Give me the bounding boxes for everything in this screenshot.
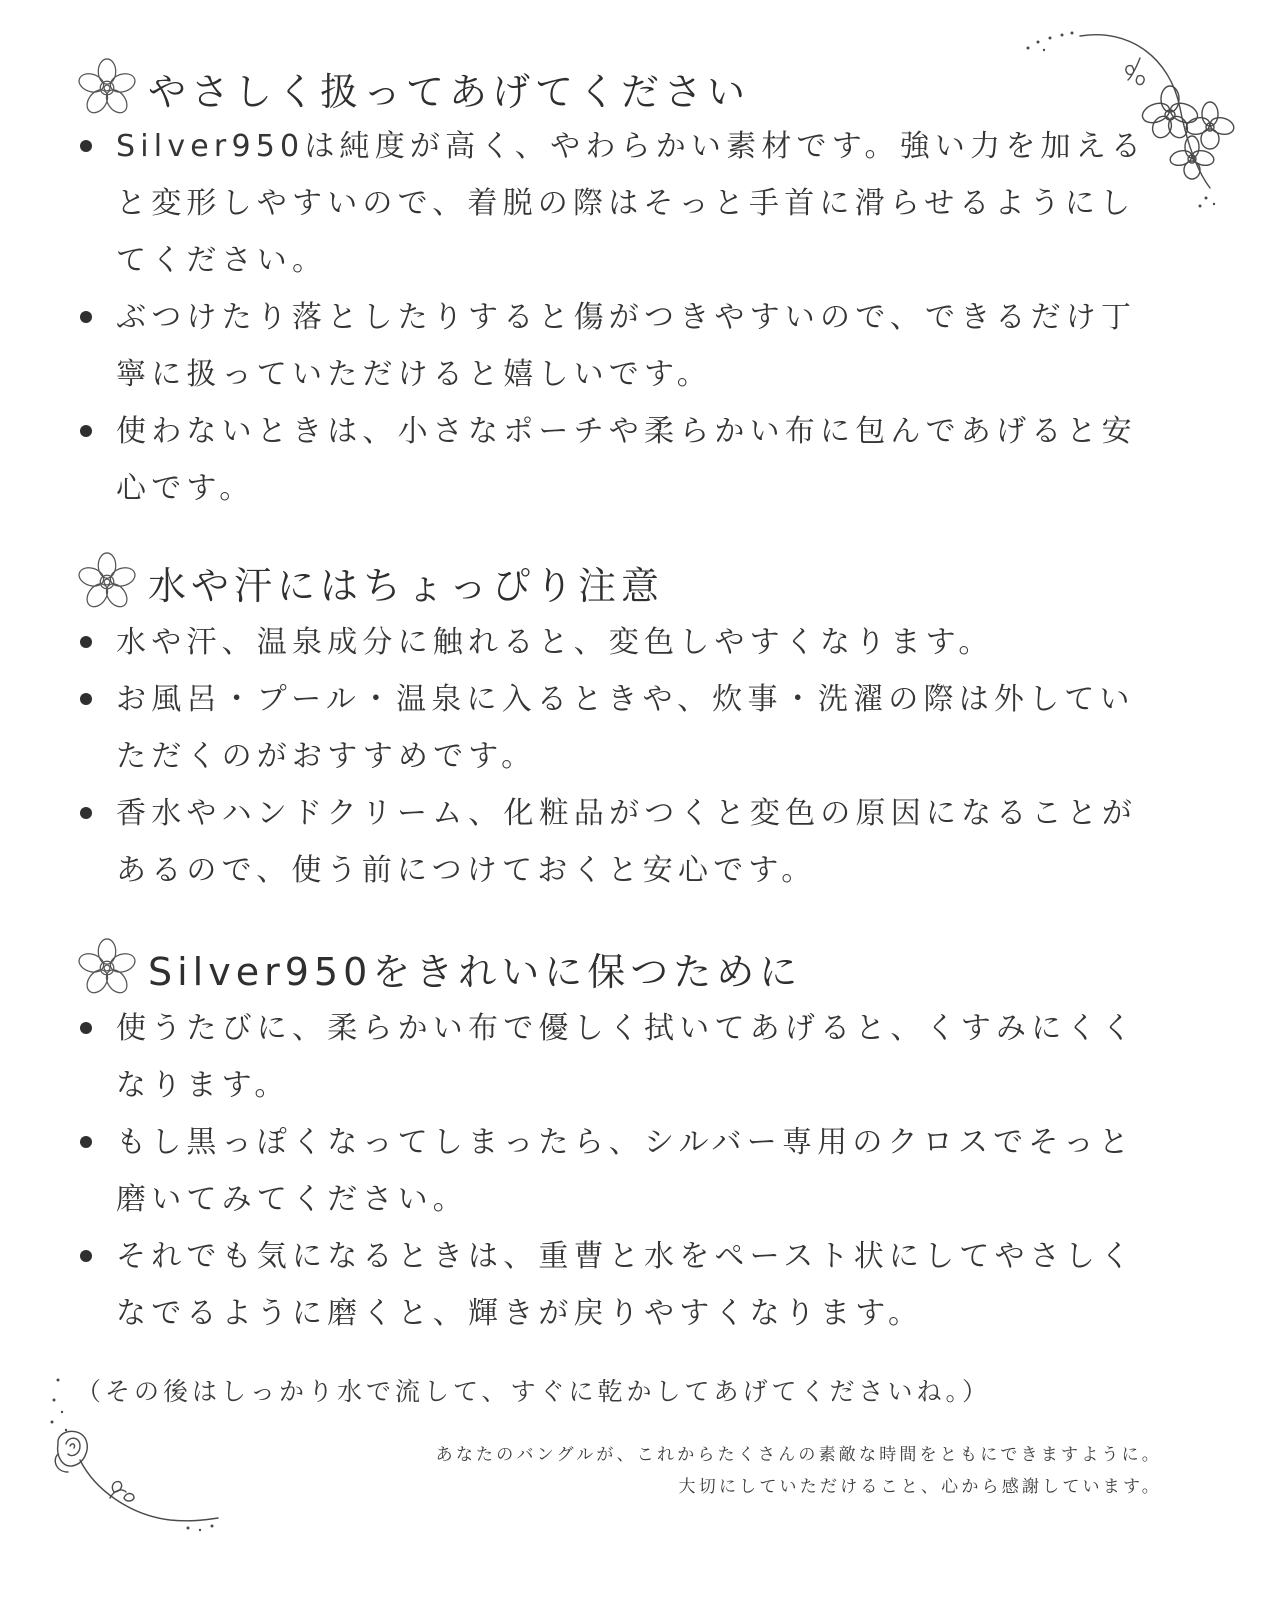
section-title: やさしく扱ってあげてください xyxy=(148,69,751,114)
care-note: （その後はしっかり水で流して、すぐに乾かしてあげてくださいね。） xyxy=(76,1377,992,1406)
flower-icon xyxy=(76,551,138,613)
section-title: Silver950をきれいに保つために xyxy=(148,949,803,994)
list-item: それでも気になるときは、重曹と水をペースト状にしてやさしくなでるように磨くと、輝きが戻りやすくなります。 xyxy=(76,1228,1156,1342)
list-item: 香水やハンドクリーム、化粧品がつくと変色の原因になることがあるので、使う前につけておくと安心です。 xyxy=(76,785,1156,899)
section-2-list xyxy=(76,614,1156,899)
section-3-heading xyxy=(76,936,802,1000)
list-item: 使わないときは、小さなポーチや柔らかい布に包んであげると安心です。 xyxy=(76,403,1156,517)
closing-message-line-2: 大切にしていただけること、心から感謝しています。 xyxy=(678,1477,1162,1497)
section-3-list xyxy=(76,1000,1156,1342)
closing-message-line-1: あなたのバングルが、これからたくさんの素敵な時間をともにできますように。 xyxy=(435,1445,1162,1465)
list-item: もし黒っぽくなってしまったら、シルバー専用のクロスでそっと磨いてみてください。 xyxy=(76,1114,1156,1228)
flower-icon xyxy=(76,57,138,119)
list-item: Silver950は純度が高く、やわらかい素材です。強い力を加えると変形しやすいので、着脱の際はそっと手首に滑らせるようにしてください。 xyxy=(76,118,1156,289)
section-title: 水や汗にはちょっぴり注意 xyxy=(148,563,665,608)
section-1-heading xyxy=(76,56,750,120)
section-2-heading xyxy=(76,550,664,614)
list-item: お風呂・プール・温泉に入るときや、炊事・洗濯の際は外していただくのがおすすめです。 xyxy=(76,671,1156,785)
section-1-list xyxy=(76,118,1156,517)
list-item: ぶつけたり落としたりすると傷がつきやすいので、できるだけ丁寧に扱っていただけると嬉しいです。 xyxy=(76,289,1156,403)
list-item: 水や汗、温泉成分に触れると、変色しやすくなります。 xyxy=(76,614,1156,671)
flower-icon xyxy=(76,937,138,999)
list-item: 使うたびに、柔らかい布で優しく拭いてあげると、くすみにくくなります。 xyxy=(76,1000,1156,1114)
